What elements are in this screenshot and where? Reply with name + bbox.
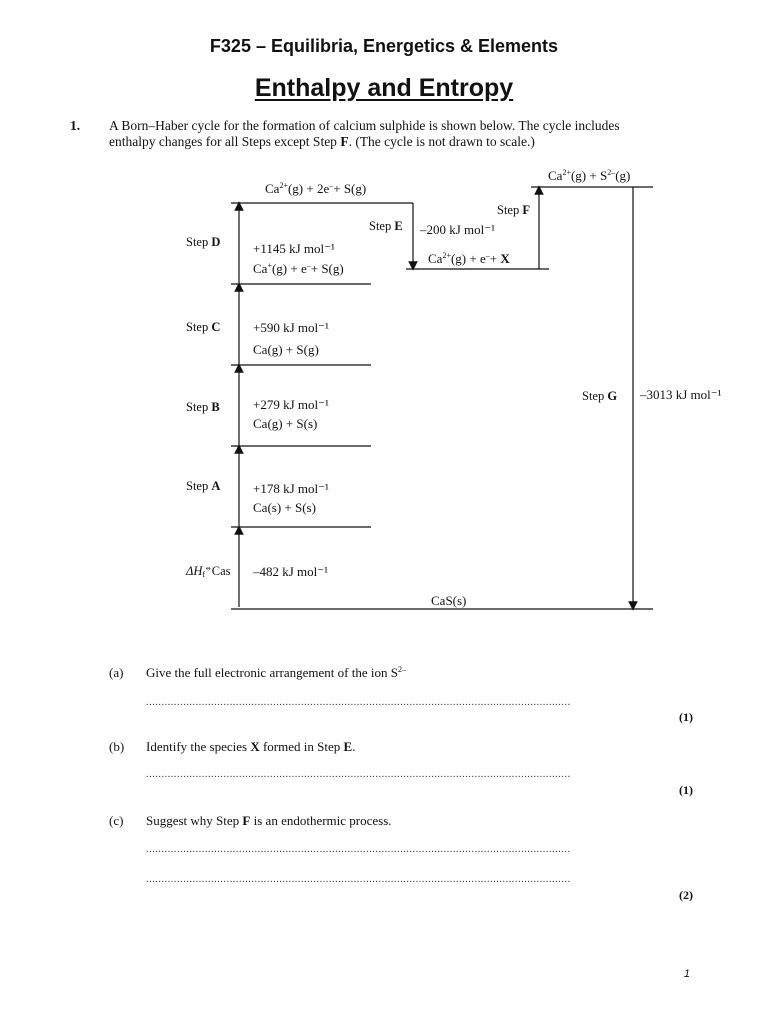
marks-b: (1) xyxy=(679,783,693,797)
label-ca2-e-x: $Ca^{2+}(g) + e^-+ X$ xyxy=(428,251,510,266)
part-b-label: (b) xyxy=(109,739,125,754)
label-caplus-e-sg: Ca+(g) + e–+ S(g) xyxy=(253,261,344,276)
question-intro: A Born–Haber cycle for the formation of calcium sulphide is shown below. The cycle includes enthalpy changes for all Steps except Step F. (The cycle is not drawn to scale.) xyxy=(109,118,620,149)
step-f-label: Step F xyxy=(497,203,530,217)
step-a-label: Step A xyxy=(186,479,221,493)
step-d-label: Step D xyxy=(186,235,221,249)
label-ca2-2e-sg: $Ca^{2+}(g) + 2e^-+ S(g)$ xyxy=(265,181,367,196)
step-c-label: Step C xyxy=(186,320,221,334)
label-cag-ss: Ca(g) + S(s) xyxy=(253,416,318,431)
value-step-d: +1145 kJ mol⁻¹ xyxy=(253,241,335,256)
part-c-label: (c) xyxy=(109,813,124,828)
part-a-label: (a) xyxy=(109,665,124,680)
value-step-e: –200 kJ mol⁻¹ xyxy=(420,222,496,237)
step-b-label: Step B xyxy=(186,400,220,414)
value-step-c: +590 kJ mol⁻¹ xyxy=(253,320,329,335)
label-cas-ss: Ca(s) + S(s) xyxy=(253,500,316,515)
step-e-label: Step E xyxy=(369,219,403,233)
marks-c: (2) xyxy=(679,888,693,902)
page-title: Enthalpy and Entropy xyxy=(254,74,514,102)
step-g-label: Step G xyxy=(582,389,618,403)
value-step-g: –3013 kJ mol⁻¹ xyxy=(640,387,722,402)
formation-label: $\Delta H_f^⦵Cas$ xyxy=(186,563,231,579)
question-number: 1. xyxy=(70,118,81,133)
part-c-text: Suggest why Step F is an endothermic process. xyxy=(146,813,392,828)
page-number: 1 xyxy=(683,968,690,980)
answer-line-a[interactable]: ......................................................................................................................................... xyxy=(146,697,571,708)
part-b-text: Identify the species X formed in Step E. xyxy=(146,739,356,754)
part-a-text: Give the full electronic arrangement of the ion $S^{2-}$ xyxy=(146,665,406,680)
label-ca2-s2: $Ca^{2+}(g) + S^{2-}(g)$ xyxy=(548,168,631,183)
course-title: F325 – Equilibria, Energetics & Elements xyxy=(209,36,559,56)
answer-line-c1[interactable]: ......................................................................................................................................... xyxy=(146,844,571,855)
answer-line-c2[interactable]: ......................................................................................................................................... xyxy=(146,874,571,885)
value-step-a: +178 kJ mol⁻¹ xyxy=(253,481,329,496)
label-cas-solid: CaS(s) xyxy=(431,593,467,608)
marks-a: (1) xyxy=(679,710,693,724)
value-formation: –482 kJ mol⁻¹ xyxy=(253,564,329,579)
label-cag-sg: Ca(g) + S(g) xyxy=(253,342,319,357)
answer-line-b[interactable]: ......................................................................................................................................... xyxy=(146,769,571,780)
value-step-b: +279 kJ mol⁻¹ xyxy=(253,397,329,412)
